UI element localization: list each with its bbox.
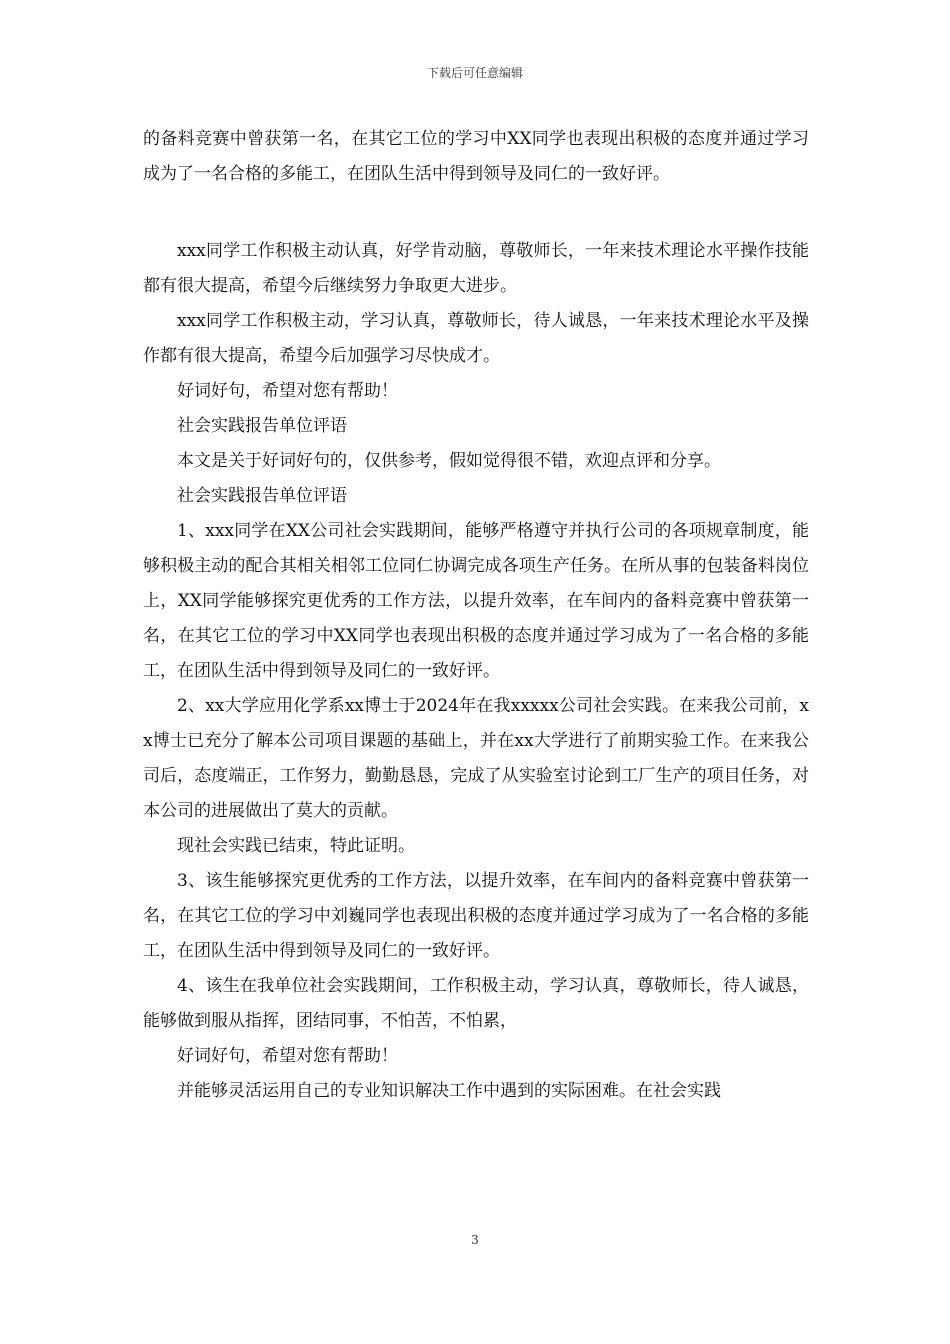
paragraph-11: 3、该生能够探究更优秀的工作方法，以提升效率，在车间内的备料竞赛中曾获第一名，在其它工位的学习中刘巍同学也表现出积极的态度并通过学习成为了一名合格的多能工，在团队生活中得到领导及同仁的一致好评。	[143, 871, 809, 961]
page-header: 下载后可任意编辑	[426, 66, 523, 80]
paragraph-4: 好词好句，希望对您有帮助！	[177, 381, 398, 401]
paragraph-12: 4、该生在我单位社会实践期间，工作积极主动，学习认真，尊敬师长，待人诚恳，能够做到服从指挥，团结同事，不怕苦，不怕累，	[143, 976, 809, 1031]
paragraph-3: xxx同学工作积极主动，学习认真，尊敬师长，待人诚恳，一年来技术理论水平及操作都有很大提高，希望今后加强学习尽快成才。	[143, 311, 809, 366]
paragraph-5: 社会实践报告单位评语	[177, 416, 347, 436]
paragraph-6: 本文是关于好词好句的，仅供参考，假如觉得很不错，欢迎点评和分享。	[177, 451, 721, 471]
paragraph-2: xxx同学工作积极主动认真，好学肯动脑，尊敬师长，一年来技术理论水平操作技能都有很大提高，希望今后继续努力争取更大进步。	[143, 241, 809, 296]
page-number: 3	[471, 1233, 479, 1247]
paragraph-7: 社会实践报告单位评语	[177, 486, 347, 506]
paragraph-1: 的备料竞赛中曾获第一名，在其它工位的学习中XX同学也表现出积极的态度并通过学习成为了一名合格的多能工，在团队生活中得到领导及同仁的一致好评。	[143, 129, 809, 184]
paragraph-9: 2、xx大学应用化学系xx博士于2024年在我xxxxx公司社会实践。在来我公司前，xx博士已充分了解本公司项目课题的基础上，并在xx大学进行了前期实验工作。在来我公司后，态度端正，工作努力，勤勤恳恳，完成了从实验室讨论到工厂生产的项目任务，对本公司的进展做出了莫大的贡献。	[143, 696, 809, 821]
paragraph-8: 1、xxx同学在XX公司社会实践期间，能够严格遵守并执行公司的各项规章制度，能够积极主动的配合其相关相邻工位同仁协调完成各项生产任务。在所从事的包装备料岗位上，XX同学能够探究更优秀的工作方法，以提升效率，在车间内的备料竞赛中曾获第一名，在其它工位的学习中XX同学也表现出积极的态度并通过学习成为了一名合格的多能工，在团队生活中得到领导及同仁的一致好评。	[143, 521, 809, 681]
document-body	[143, 122, 809, 1109]
paragraph-14: 并能够灵活运用自己的专业知识解决工作中遇到的实际困难。在社会实践	[177, 1081, 721, 1101]
paragraph-10: 现社会实践已结束，特此证明。	[177, 836, 415, 856]
paragraph-13: 好词好句，希望对您有帮助！	[177, 1046, 398, 1066]
